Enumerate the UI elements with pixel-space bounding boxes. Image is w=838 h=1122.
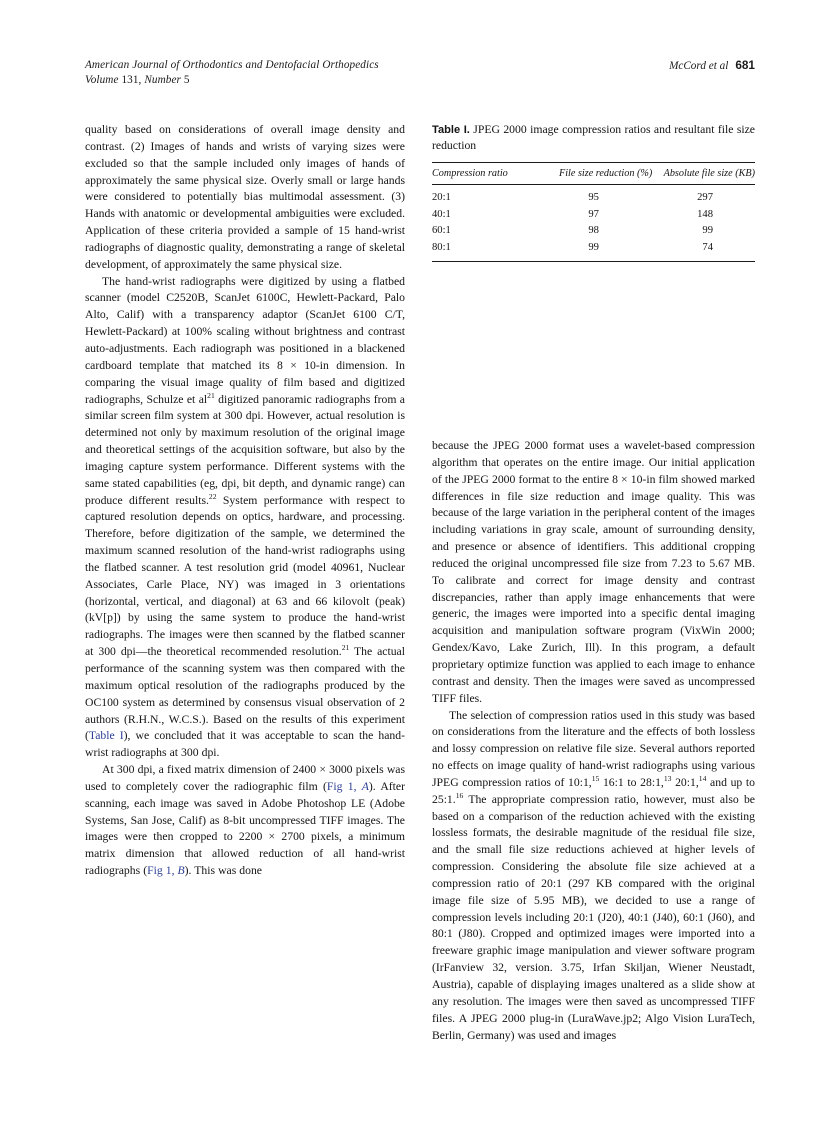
- cell-absolute-file-size: 148: [697, 208, 713, 220]
- text-run: 16:1 to 28:1,: [599, 775, 664, 789]
- cell-absolute-file-size: 297: [697, 191, 713, 203]
- table-header-row: [432, 162, 755, 184]
- running-head-right: [669, 58, 755, 74]
- running-head: [85, 58, 755, 92]
- paragraph-right-2: [432, 708, 755, 1045]
- paragraph-left-2: [85, 274, 405, 762]
- number-label: Number: [144, 73, 181, 86]
- cross-reference-fig-1b[interactable]: [147, 864, 185, 877]
- reference-marker: 14: [698, 773, 707, 783]
- table-1-title: JPEG 2000 image compression ratios and resultant file size reduction: [432, 123, 755, 153]
- column-header-compression-ratio: Compression ratio: [432, 162, 548, 184]
- paragraph-left-1: quality based on considerations of overall image density and contrast. (2) Images of hands and wrists of varying sizes were excluded so that the sample included only images of hands of approximately the same physical size. Overly small or large hands were considered to potentially bias multimodal assessment. (3) Hands with anatomic or developmental ambiguities were excluded. Application of these criteria provided a sample of 15 hand-wrist radiographs of diagnostic quality, demonstrating a range of skeletal development, of approximately the same physical size.: [85, 123, 405, 271]
- reference-marker: 22: [208, 491, 217, 501]
- cell-file-size-reduction: 98: [588, 225, 599, 237]
- running-head-left: [85, 58, 379, 87]
- text-run: The hand-wrist radiographs were digitized by using a flatbed scanner (model C2520B, ScanJet 6100C, Hewlett-Packard, Palo Alto, Calif) with a transparency adaptor (ScanJet 6100 C/T, Hewlett-Packard) at 100% scaling without brightness and contrast auto-adjustments. Each radiograph was positioned in a blackened cardboard template that matched its 8 × 10-in dimension. In comparing the visual image quality of film based and digitized radiographs, Schulze et al: [85, 274, 405, 406]
- volume-issue: [85, 73, 379, 88]
- cross-reference-separator: ,: [353, 779, 362, 793]
- table-1: [432, 162, 755, 262]
- cell-absolute-file-size: 99: [702, 225, 713, 237]
- cross-reference-separator: ,: [171, 864, 178, 878]
- column-header-file-size-reduction: File size reduction (%): [548, 162, 664, 184]
- issue-number: 5: [183, 73, 190, 86]
- text-run: ). After scanning, each image was saved in Adobe Photoshop LE (Adobe Systems, San Jose, Calif) as 8-bit uncompressed TIFF images. The images were then cropped to 2200 × 2700 pixels, a minimum matrix dimension that allowed reduction of all hand-wrist radiographs (: [85, 779, 405, 878]
- paragraph-left-3: [85, 762, 405, 880]
- cross-reference-label: Fig 1: [147, 864, 172, 878]
- text-run: The actual performance of the scanning system was then compared with the maximum optical resolution of the radiographs produced by the OC100 system as determined by consensus visual observation of 2 authors (R.H.N., W.C.S.). Based on the results of this experiment (: [85, 645, 405, 743]
- text-run: At 300 dpi, a fixed matrix dimension of 2400 × 3000 pixels was used to completely cover the radiographic film (: [85, 763, 405, 793]
- reference-marker: 16: [455, 790, 464, 800]
- cross-reference-table-1[interactable]: Table I: [88, 729, 124, 743]
- text-run: The selection of compression ratios used in this study was based on considerations from the literature and the effects of both lossless and lossy compression on relative file size. Several authors reported no effects on image quality of hand-wrist radiographs using various JPEG compression ratios of 10:1,: [432, 708, 755, 789]
- table-row: [432, 223, 755, 240]
- journal-title: American Journal of Orthodontics and Dentofacial Orthopedics: [85, 59, 379, 71]
- cell-file-size-reduction: 97: [588, 208, 599, 220]
- text-run: 20:1,: [671, 775, 699, 789]
- cross-reference-part: B: [177, 864, 185, 878]
- text-run: System performance with respect to captured resolution depends on optics, hardware, and processing. Therefore, before digitization of the sample, we determined the maximum scanned resolution of the hand-wrist radiographs using the flatbed scanner. A test resolution grid (model 40961, Nuclear Associates, Carle Place, NY) was imaged in 3 orientations (horizontal, vertical, and diagonal) at 63 and 66 kilovolt (peak) (kV[p]) by using the same system to produce the hand-wrist radiographs. The images were then scanned by the flatbed scanner at 300 dpi—the theoretical recommended resolution.: [85, 493, 405, 659]
- left-column: [85, 122, 405, 880]
- reference-marker: 21: [207, 390, 215, 400]
- cell-absolute-file-size: 74: [702, 242, 713, 254]
- cell-file-size-reduction: 95: [588, 191, 599, 203]
- table-1-header: [432, 162, 755, 184]
- column-header-absolute-file-size: Absolute file size (KB): [664, 162, 755, 184]
- text-run: ). This was done: [184, 864, 262, 878]
- table-1-body: [432, 184, 755, 261]
- cross-reference-fig-1a[interactable]: [327, 780, 369, 793]
- text-run: digitized panoramic radiographs from a similar screen film system at 300 dpi. However, actual resolution is determined not only by maximum resolution of the original image and theoretical settings of the acquisition software, but also by the imaging capture system performance. Different systems with the same stated capabilities (eg, dpi, bit depth, and dynamic range) can produce different results.: [85, 392, 405, 507]
- table-1-block: [432, 122, 755, 262]
- reference-marker: 21: [341, 643, 350, 653]
- table-1-caption: [432, 122, 755, 155]
- table-row: [432, 206, 755, 223]
- reference-marker: 15: [591, 773, 600, 783]
- cell-compression-ratio: 80:1: [432, 242, 451, 254]
- table-row: [432, 240, 755, 262]
- text-run: ), we concluded that it was acceptable to scan the hand-wrist radiographs at 300 dpi.: [85, 729, 405, 760]
- running-head-authors: McCord et al: [669, 60, 729, 72]
- cell-compression-ratio: 40:1: [432, 208, 451, 220]
- table-row: [432, 184, 755, 206]
- cross-reference-part: A: [361, 779, 369, 793]
- cell-compression-ratio: 20:1: [432, 191, 451, 203]
- page-number: 681: [735, 58, 755, 72]
- reference-marker: 13: [663, 773, 672, 783]
- cell-file-size-reduction: 99: [588, 242, 599, 254]
- cross-reference-label: Fig 1: [326, 779, 354, 793]
- right-column: [432, 438, 755, 1044]
- volume-number: 131,: [121, 73, 142, 86]
- paragraph-right-1: because the JPEG 2000 format uses a wavelet-based compression algorithm that operates on the entire image. Our initial application of the JPEG 2000 format to the entire 8 × 10-in film showed marked differences in file size reduction and image quality. This was because of the large variation in the peripheral content of the images including variations in gray scale, amount of surrounding density, and presence or absence of identifiers. This additional cropping reduced the original uncompressed file size from 7.23 to 5.67 MB. To calibrate and correct for image density and contrast discrepancies, rather than apply image enhancements that were generic, the images were imported into a specific dental imaging acquisition and manipulation software program (VixWin 2000; Gendex/Kavo, Lake Zurich, Ill). In this program, a default proprietary optimize function was applied to each image to enhance contrast and density. Then the images were saved as uncompressed TIFF files.: [432, 439, 755, 705]
- cell-compression-ratio: 60:1: [432, 225, 451, 237]
- volume-label: Volume: [85, 73, 119, 86]
- table-1-label: Table I.: [432, 124, 470, 136]
- text-run: The appropriate compression ratio, however, must also be based on a comparison of the reduction achieved with the existing lossless formats, the desirable magnitude of the residual file size, and the small file size reductions achieved at higher levels of compression. Considering the absolute file size achieved at a compression ratio of 20:1 (297 KB compared with the original image file size of 5.95 MB), we decided to use a range of compression levels including 20:1 (J20), 40:1 (J40), 60:1 (J60), and 80:1 (J80). Cropped and optimized images were imported into a freeware graphic image manipulation and viewer software program (IrFanview 32, version. 3.75, Irfan Skiljan, Wiener Neustadt, Austria), capable of displaying images unaltered as a slide show at any resolution. The images were then saved as uncompressed TIFF files. A JPEG 2000 plug-in (LuraWave.jp2; Algo Vision LuraTech, Berlin, Germany) was used and images: [432, 792, 755, 1042]
- text-run: and up to 25:1.: [432, 775, 755, 806]
